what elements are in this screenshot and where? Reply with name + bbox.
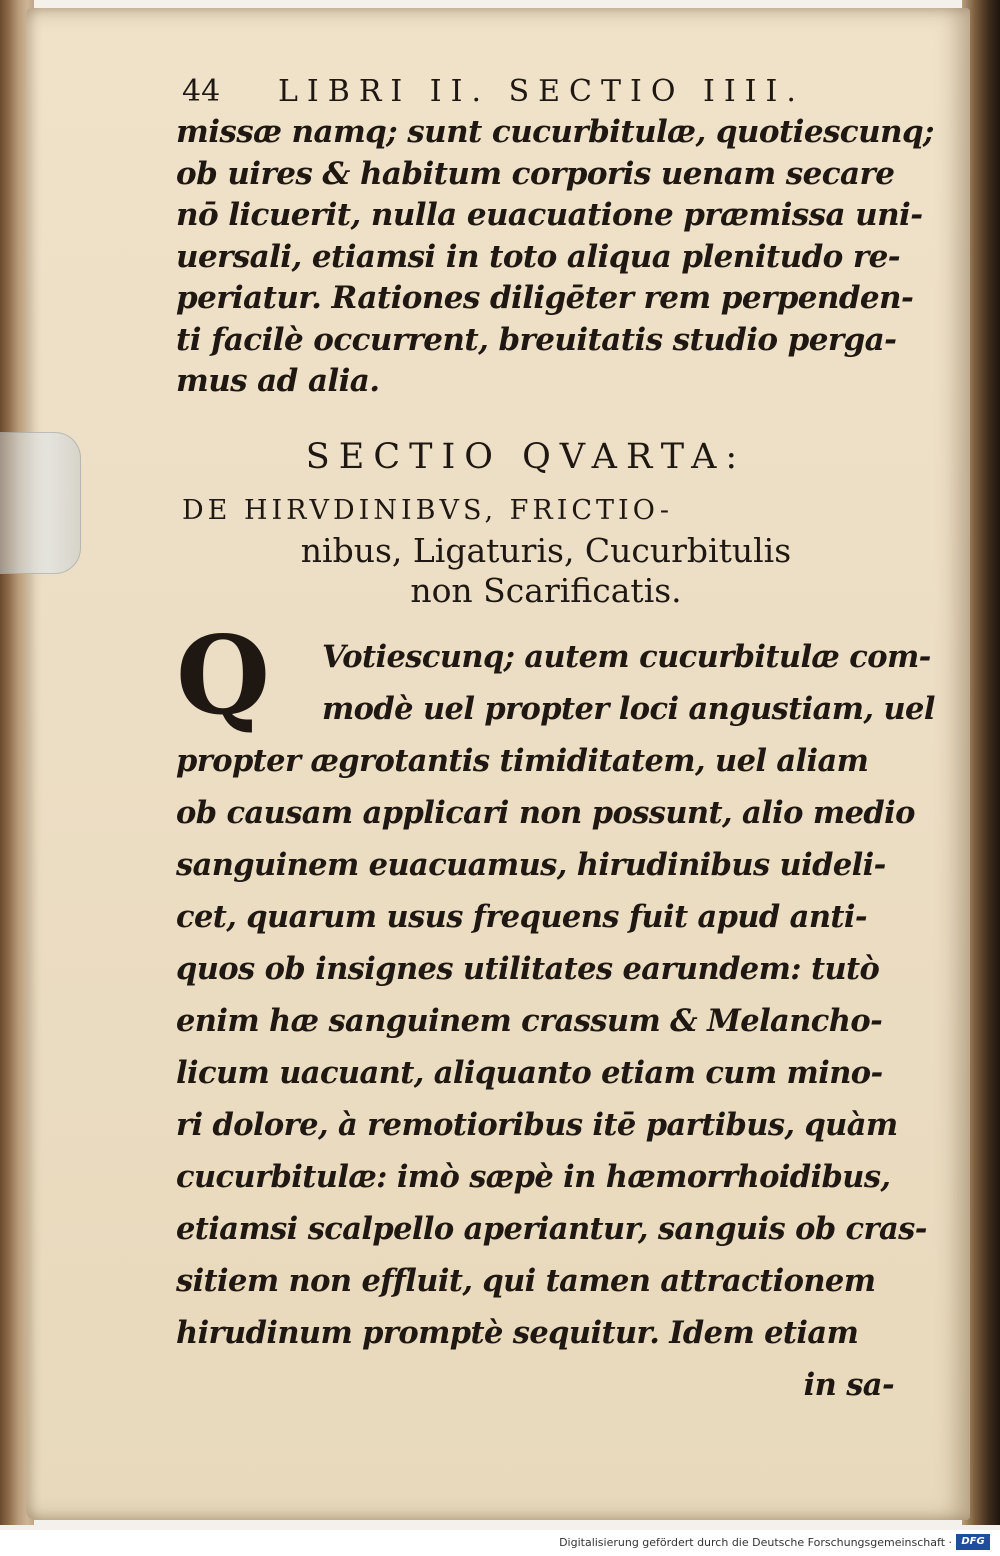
catchword: in sa- (803, 1366, 894, 1403)
section-subtitle: DE HIRVDINIBVS, FRICTIO- (182, 494, 673, 526)
text-line: nō licuerit, nulla euacuatione præmissa uni- (176, 197, 923, 233)
text-line: ri dolore, à remotioribus itē partibus, quàm (176, 1106, 898, 1143)
drop-cap: Q (176, 612, 271, 739)
page-number: 44 (182, 74, 221, 109)
text-line: enim hæ sanguinem crassum & Melancho- (176, 1002, 883, 1039)
text-line: cucurbitulæ: imò sæpè in hæmorrhoidibus, (176, 1158, 891, 1195)
text-line: modè uel propter loci angustiam, uel (322, 690, 935, 727)
text-line: sanguinem euacuamus, hirudinibus uideli- (176, 846, 886, 883)
text-line: ti facilè occurrent, breuitatis studio perga- (176, 321, 897, 358)
page-clip-tab (0, 432, 81, 574)
text-line: cet, quarum usus frequens fuit apud anti- (176, 898, 867, 935)
footer-bar (0, 1530, 1000, 1556)
text-line: missæ namq; sunt cucurbitulæ, quotiescunq; (176, 114, 934, 150)
text-line: periatur. Rationes diligēter rem perpenden- (176, 280, 914, 316)
text-line: sitiem non effluit, qui tamen attractionem (176, 1262, 876, 1299)
text-line: uersali, etiamsi in toto aliqua plenitudo re- (176, 238, 901, 275)
dfg-logo-icon: DFG (956, 1534, 990, 1550)
preceding-text (176, 112, 934, 403)
text-line: ob causam applicari non possunt, alio medio (176, 794, 915, 831)
text-line: etiamsi scalpello aperiantur, sanguis ob cras- (176, 1210, 927, 1247)
text-line: mus ad alia. (176, 363, 380, 399)
running-head (176, 72, 916, 112)
section-subtitle: non Scarificatis. (410, 570, 682, 610)
text-line: hirudinum promptè sequitur. Idem etiam (176, 1314, 859, 1351)
paragraph (176, 612, 935, 1411)
text-line: quos ob insignes utilitates earundem: tutò (176, 950, 880, 987)
text-line: Votiescunq; autem cucurbitulæ com- (322, 638, 931, 675)
funding-credit: Digitalisierung gefördert durch die Deutsche Forschungsgemeinschaft · (559, 1536, 952, 1549)
page-text (176, 72, 935, 1411)
section-subtitle: nibus, Ligaturis, Cucurbitulis (300, 530, 792, 570)
text-line: licum uacuant, aliquanto etiam cum mino- (176, 1054, 883, 1091)
section-title: SECTIO QVARTA: (305, 436, 747, 477)
text-line: ob uires & habitum corporis uenam secare (176, 155, 895, 192)
text-line: propter ægrotantis timiditatem, uel aliam (176, 742, 869, 779)
running-head-title: LIBRI II. SECTIO IIII. (278, 74, 805, 109)
